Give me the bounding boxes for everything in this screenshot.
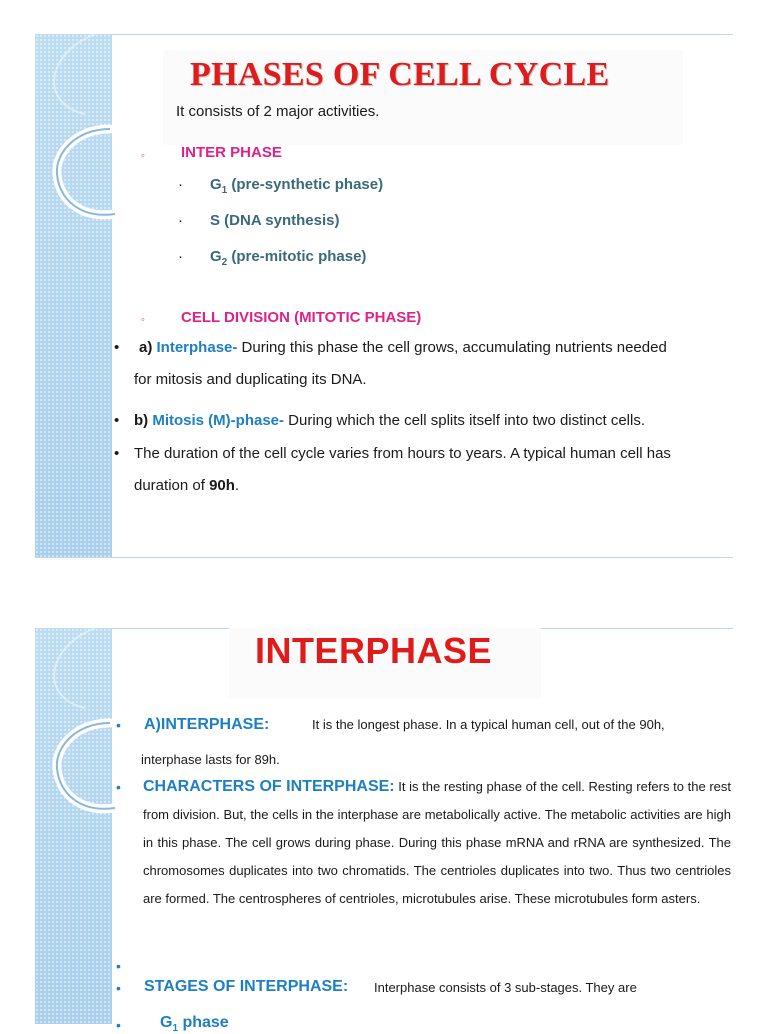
g2-item [210,248,366,268]
slide-phases-of-cell-cycle [35,34,733,558]
dur-post: . [234,477,240,494]
dur-pre: duration of [134,477,210,494]
g1-subscript: 1 [221,185,228,196]
g1-text: phase [178,1014,229,1031]
characters-paragraph [143,773,731,913]
g1-text: (pre-synthetic phase) [227,176,384,193]
cell-division-heading: CELL DIVISION (MITOTIC PHASE) [181,309,422,326]
g1-subscript: 1 [172,1023,179,1034]
slide-subtitle: It consists of 2 major activities. [176,103,380,120]
mitosis-line [134,412,645,429]
dot-bullet-icon: · [178,248,183,265]
duration-line-2 [134,477,239,494]
blue-dot-bullet-icon: • [116,980,121,996]
a-prefix: a) [139,339,153,356]
ring-bullet-icon: ◦ [141,150,145,162]
dot-bullet-icon: • [114,339,120,356]
inter-phase-heading: INTER PHASE [181,144,282,161]
swirl-decoration-icon [35,628,145,1024]
slide-title: PHASES OF CELL CYCLE [190,56,610,93]
dot-bullet-icon: · [178,176,183,193]
stages-heading: STAGES OF INTERPHASE: [144,978,349,995]
slide-sidebar [35,34,112,558]
slide-bottom-border [35,557,733,558]
blue-dot-bullet-icon: • [116,717,121,733]
g2-letter: G [210,248,222,265]
s-item: S (DNA synthesis) [210,212,340,229]
b-text: During which the cell splits itself into two distinct cells. [284,412,645,429]
g2-subscript: 2 [221,257,228,268]
g1-phase-item [160,1014,229,1034]
a-interphase-text: It is the longest phase. In a typical human cell, out of the 90h, [312,717,665,732]
b-term: Mitosis (M)-phase- [152,412,285,429]
blue-dot-bullet-icon: • [116,1017,121,1033]
dot-bullet-icon: • [114,412,120,429]
ring-bullet-icon: ◦ [141,314,145,326]
b-prefix: b) [134,412,149,429]
dot-bullet-icon: • [114,445,120,462]
interphase-line-2: for mitosis and duplicating its DNA. [134,371,367,388]
characters-heading: CHARACTERS OF INTERPHASE: [143,778,395,795]
slide-interphase [35,628,733,1034]
blue-dot-bullet-icon: • [116,958,121,974]
g2-text: (pre-mitotic phase) [227,248,367,265]
dur-value: 90h [209,477,235,494]
swirl-decoration-icon [35,34,145,558]
dot-bullet-icon: · [178,212,183,229]
duration-line-1: The duration of the cell cycle varies from hours to years. A typical human cell has [134,445,671,462]
stages-text: Interphase consists of 3 sub-stages. They are [374,980,637,995]
a-term: Interphase- [156,339,238,356]
interphase-line-1 [139,339,667,356]
a-interphase-heading: A)INTERPHASE: [144,716,270,733]
characters-text: It is the resting phase of the cell. Resting refers to the rest from division. But, the cells in the interphase are metabolically active. The metabolic activities are high in this phase. The cell grows during phase. During this phase mRNA and rRNA are synthesized. The chromosomes duplicates into two chromatids. The centrioles duplicates into two. Thus two centrioles are formed. The centrospheres of centrioles, microtubules arise. These microtubules form asters. [143,779,731,906]
g1-letter: G [210,176,222,193]
slide-sidebar [35,628,112,1024]
slide-title: INTERPHASE [255,630,493,671]
g1-item [210,176,383,196]
g1-letter: G [160,1014,173,1031]
a-line1: During this phase the cell grows, accumulating nutrients needed [237,339,667,356]
a-interphase-text-2: interphase lasts for 89h. [141,752,280,767]
blue-dot-bullet-icon: • [116,779,121,795]
